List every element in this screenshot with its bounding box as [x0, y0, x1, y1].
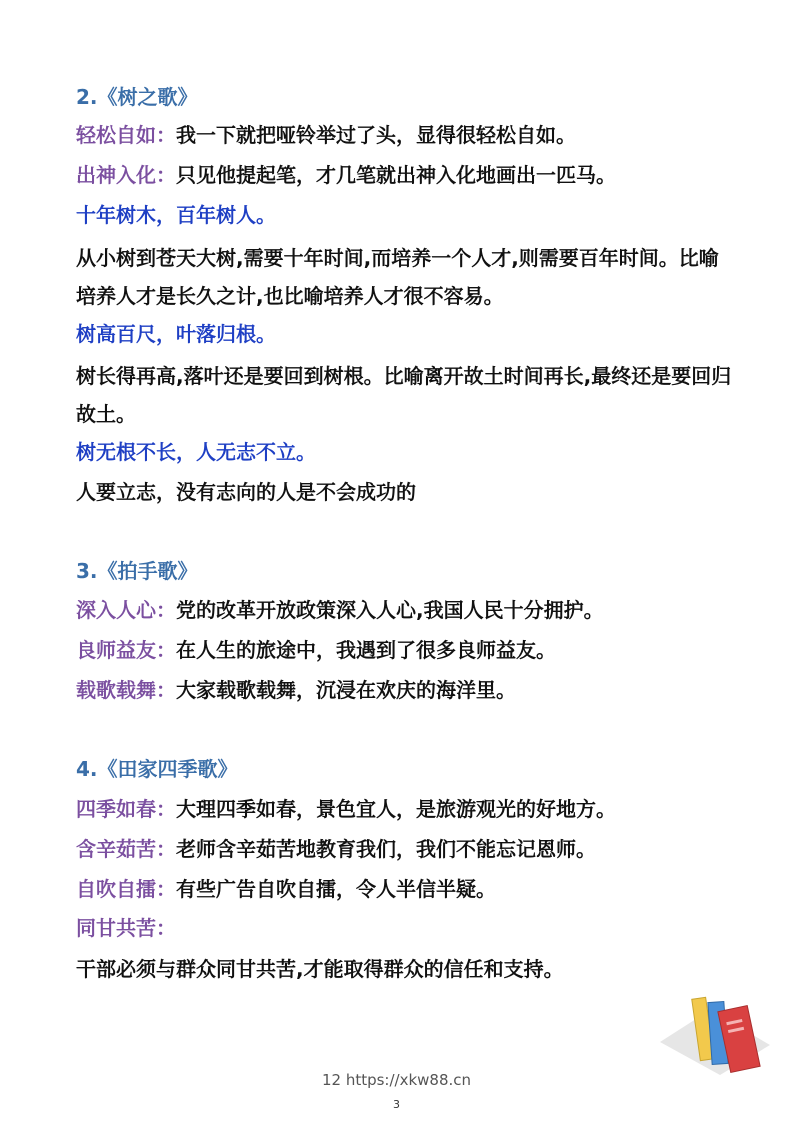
idiom-entry	[76, 596, 604, 624]
saying-explanation: 树长得再高,落叶还是要回到树根。比喻离开故土时间再长,最终还是要回归故土。	[76, 364, 732, 426]
idiom-entry	[76, 121, 576, 149]
saying-explanation: 从小树到苍天大树,需要十年时间,而培养一个人才,则需要百年时间。比喻培养人才是长久之计,也比喻培养人才很不容易。	[76, 246, 719, 308]
idiom-example: 大理四季如春，景色宜人，是旅游观光的好地方。	[176, 797, 616, 821]
saying-title: 十年树木，百年树人。	[76, 203, 276, 227]
idiom-example: 大家载歌载舞，沉浸在欢庆的海洋里。	[176, 678, 516, 702]
idiom-term: 四季如春：	[76, 797, 176, 821]
idiom-entry	[76, 914, 176, 942]
section-3-heading: 3.《拍手歌》	[76, 559, 198, 583]
section-4-heading: 4.《田家四季歌》	[76, 757, 238, 781]
idiom-example: 有些广告自吹自擂，令人半信半疑。	[176, 877, 496, 901]
idiom-term: 深入人心：	[76, 598, 176, 622]
saying-explanation: 人要立志，没有志向的人是不会成功的	[76, 480, 416, 504]
idiom-example: 在人生的旅途中，我遇到了很多良师益友。	[176, 638, 556, 662]
saying-title: 树高百尺，叶落归根。	[76, 322, 276, 346]
idiom-term: 含辛茹苦：	[76, 837, 176, 861]
saying-title: 树无根不长，人无志不立。	[76, 440, 316, 464]
idiom-entry	[76, 795, 616, 823]
section-2-heading: 2.《树之歌》	[76, 85, 198, 109]
idiom-term: 自吹自擂：	[76, 877, 176, 901]
footer-website: 12 https://xkw88.cn	[321, 1071, 472, 1089]
idiom-term: 良师益友：	[76, 638, 176, 662]
idiom-term: 载歌载舞：	[76, 678, 176, 702]
idiom-example: 干部必须与群众同甘共苦,才能取得群众的信任和支持。	[76, 957, 564, 981]
idiom-example: 老师含辛茹苦地教育我们，我们不能忘记恩师。	[176, 837, 596, 861]
page-number: 3	[393, 1098, 400, 1111]
idiom-entry	[76, 835, 596, 863]
idiom-example: 我一下就把哑铃举过了头，显得很轻松自如。	[176, 123, 576, 147]
idiom-term: 出神入化：	[76, 163, 176, 187]
books-icon	[660, 990, 770, 1075]
idiom-example: 党的改革开放政策深入人心,我国人民十分拥护。	[176, 598, 604, 622]
idiom-entry	[76, 636, 556, 664]
idiom-term: 轻松自如：	[76, 123, 176, 147]
idiom-entry	[76, 676, 516, 704]
idiom-entry	[76, 161, 616, 189]
idiom-term: 同甘共苦：	[76, 916, 176, 940]
idiom-example: 只见他提起笔，才几笔就出神入化地画出一匹马。	[176, 163, 616, 187]
idiom-entry	[76, 875, 496, 903]
